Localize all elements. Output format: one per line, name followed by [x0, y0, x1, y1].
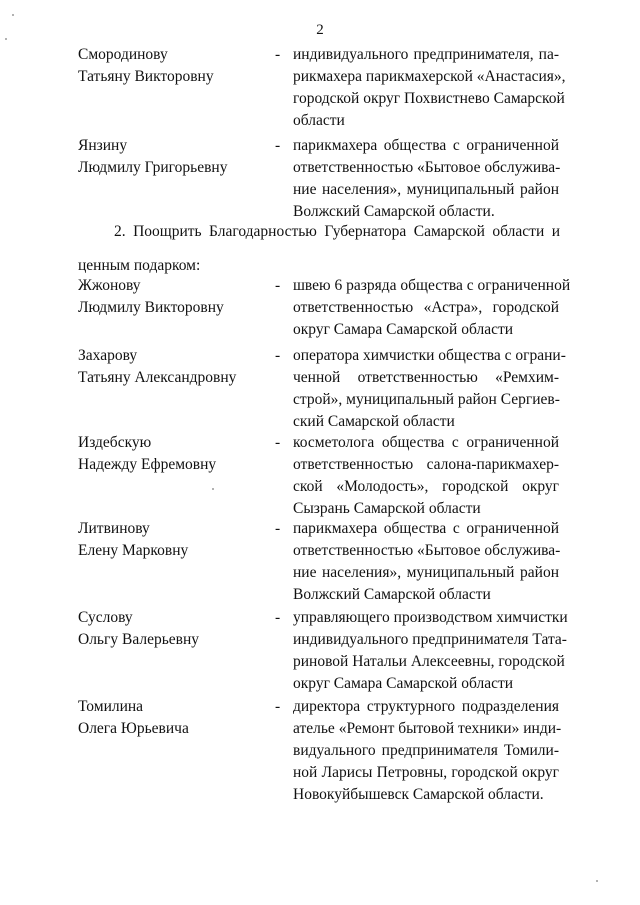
paragraph-line: 2. Поощрить Благодарностью Губернатора Самарской области и	[114, 223, 560, 240]
recipient-position: управляющего производством химчистки индивидуального предпринимателя Тата- риновой Натальи Алексеевны, городской округ Самара Самарской области	[293, 609, 568, 692]
recipient-name: Захарову Татьяну Александровну	[78, 347, 237, 386]
entry-dash: -	[275, 46, 281, 63]
scan-speck	[596, 880, 598, 882]
recipient-name: Смородинову Татьяну Викторовну	[78, 46, 214, 85]
entry-dash: -	[275, 347, 281, 364]
recipient-name: Литвинову Елену Марковну	[78, 520, 189, 559]
recipient-name: Издебскую Надежду Ефремовну	[78, 434, 217, 473]
entry-dash: -	[275, 698, 281, 715]
entry-dash: -	[275, 137, 281, 154]
recipient-name: Жжонову Людмилу Викторовну	[78, 277, 224, 316]
recipient-position: индивидуального предпринимателя, па- рикмахера парикмахерской «Анастасия», городской округ Похвистнево Самарской области	[293, 46, 566, 129]
entry-dash: -	[275, 609, 281, 626]
scan-speck	[5, 38, 7, 40]
entry-dash: -	[275, 520, 281, 537]
scan-speck	[12, 14, 14, 16]
recipient-position: парикмахера общества с ограниченной ответственностью «Бытовое обслужива- ние населения», муниципальный район Волжский Самарской области.	[293, 137, 561, 220]
recipient-name: Томилина Олега Юрьевича	[78, 698, 189, 737]
recipient-position: косметолога общества с ограниченной ответственностью салона-парикмахер- ской «Молодость», городской округ Сызрань Самарской области	[293, 434, 559, 517]
recipient-position: директора структурного подразделения ателье «Ремонт бытовой техники» инди- видуального предпринимателя Томили- ной Ларисы Петровны, городской округ Новокуйбышевск Самарской области.	[293, 698, 562, 803]
scan-speck	[212, 488, 214, 490]
recipient-position: оператора химчистки общества с ограни- ченной ответственностью «Ремхим- строй», муниципальный район Сергиев- ский Самарской области	[293, 347, 566, 430]
recipient-name: Янзину Людмилу Григорьевну	[78, 137, 228, 176]
entry-dash: -	[275, 434, 281, 451]
recipient-position: швею 6 разряда общества с ограниченной ответственностью «Астра», городской округ Самара Самарской области	[293, 277, 571, 338]
recipient-name: Суслову Ольгу Валерьевну	[78, 609, 200, 648]
recipient-position: парикмахера общества с ограниченной ответственностью «Бытовое обслужива- ние населения», муниципальный район Волжский Самарской области	[293, 520, 561, 603]
paragraph-line: ценным подарком:	[78, 257, 201, 274]
page-number: 2	[316, 22, 324, 38]
entry-dash: -	[275, 277, 281, 294]
